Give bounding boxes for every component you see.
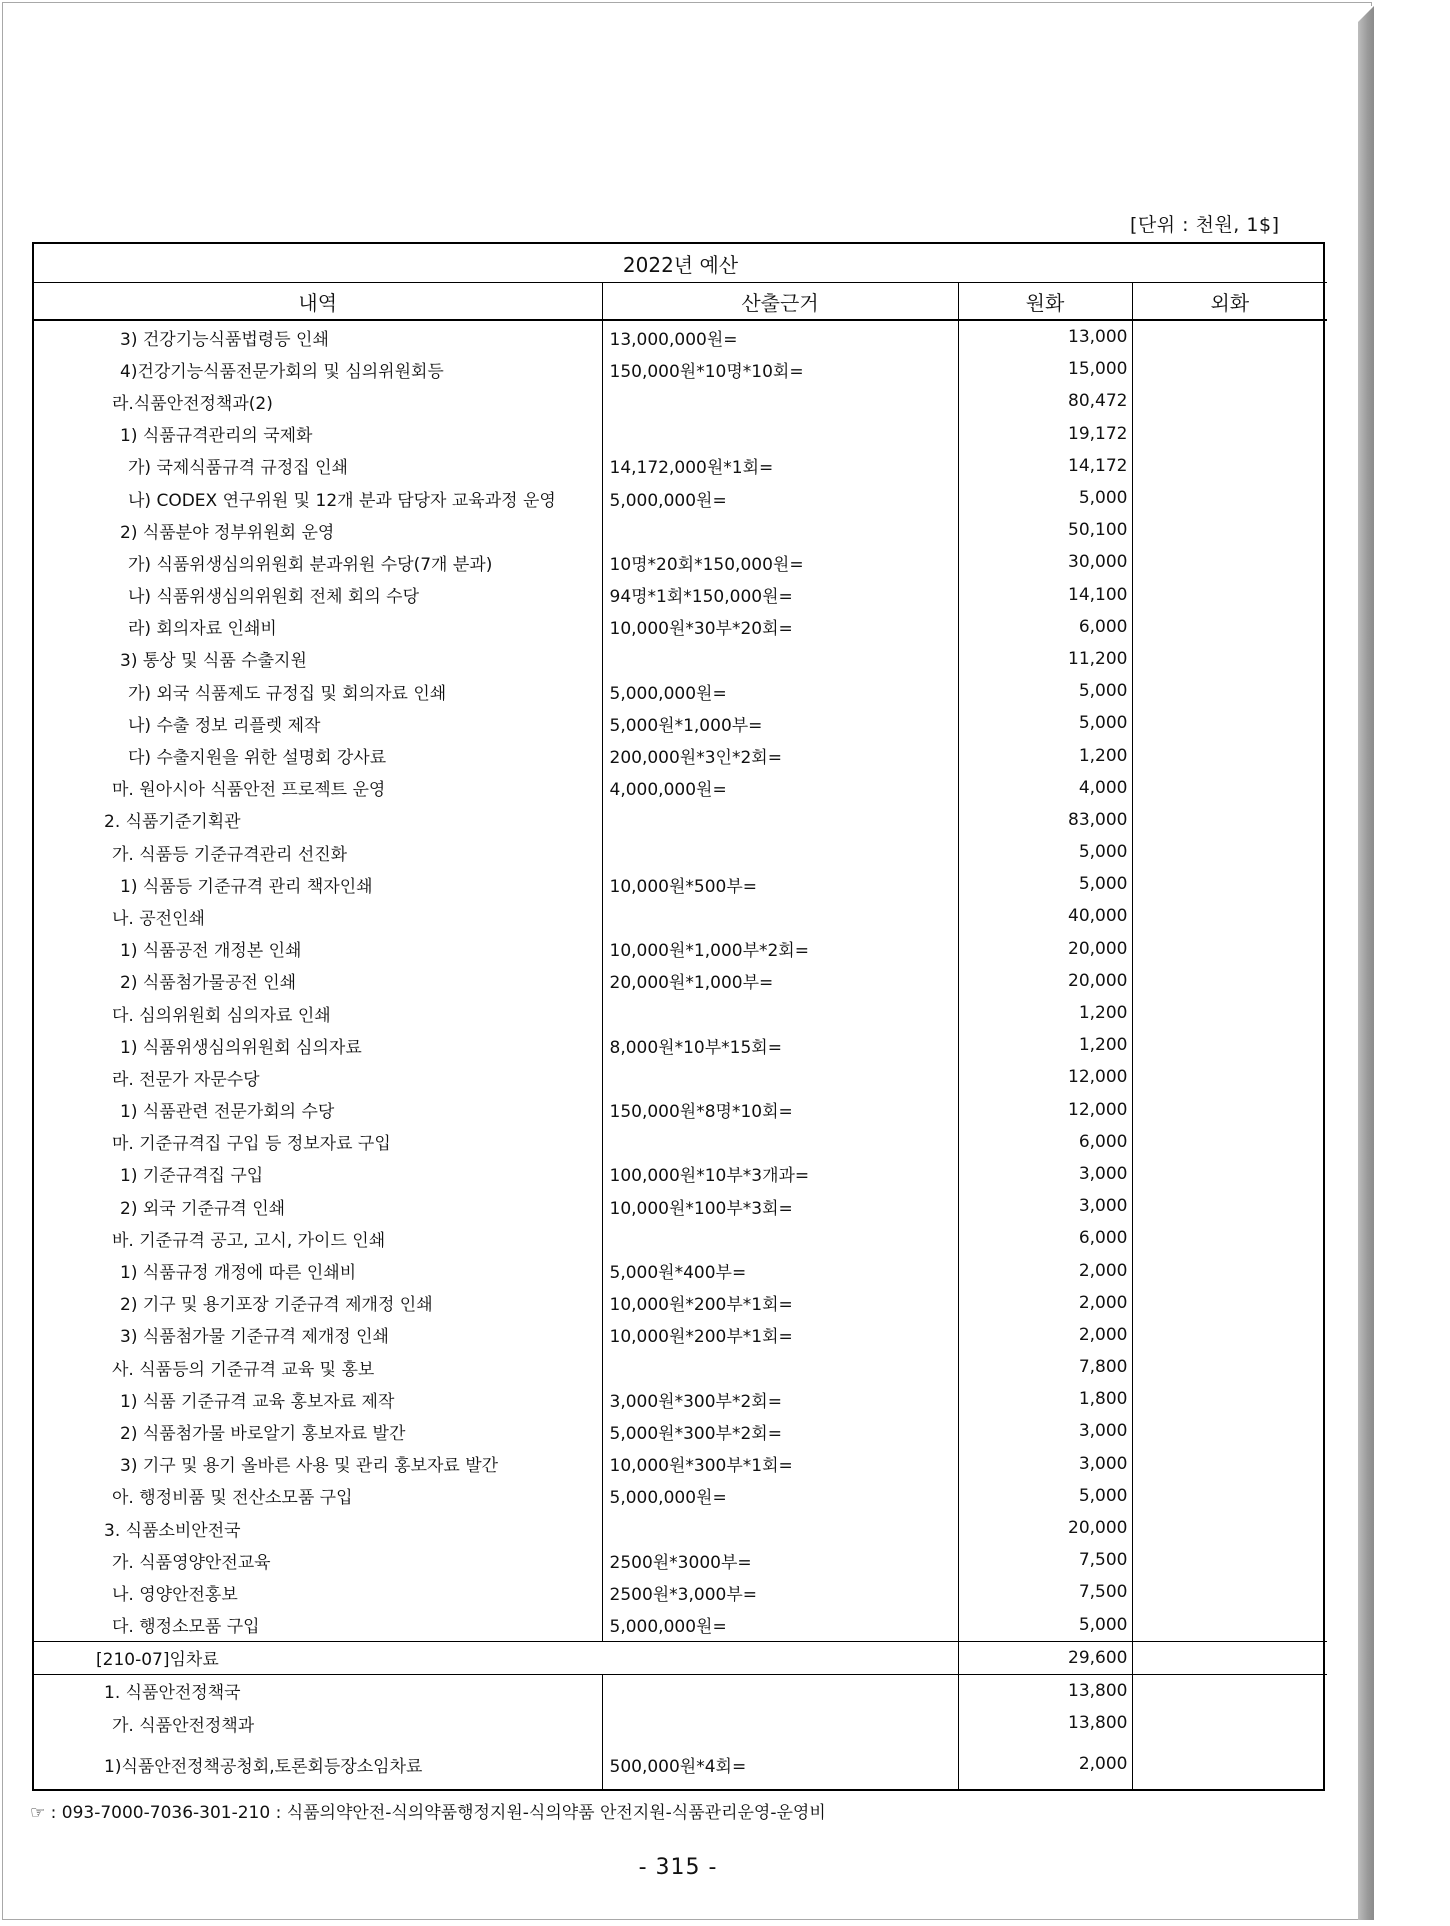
row-basis	[602, 836, 958, 868]
row-description	[34, 450, 602, 482]
row-description-text: 바. 기준규격 공고, 고시, 가이드 인쇄	[112, 1230, 386, 1251]
row-basis	[602, 804, 958, 836]
row-foreign-amount	[1132, 1415, 1327, 1447]
row-description	[34, 836, 602, 868]
row-description-text: 가) 국제식품규격 규정집 인쇄	[128, 458, 348, 479]
row-basis: 5,000원*400부=	[602, 1254, 958, 1286]
table-row	[34, 1576, 1327, 1608]
row-foreign-amount	[1132, 1512, 1327, 1544]
row-krw-amount: 3,000	[958, 1415, 1132, 1447]
row-description	[34, 933, 602, 965]
row-description	[34, 385, 602, 417]
row-basis: 3,000원*300부*2회=	[602, 1383, 958, 1415]
row-foreign-amount	[1132, 579, 1327, 611]
row-basis	[602, 1674, 958, 1707]
row-krw-amount: 11,200	[958, 643, 1132, 675]
row-description-text: 1) 식품공전 개정본 인쇄	[120, 941, 302, 962]
table-row	[34, 1190, 1327, 1222]
row-foreign-amount	[1132, 1190, 1327, 1222]
row-foreign-amount	[1132, 450, 1327, 482]
row-description-text: 마. 기준규격집 구입 등 정보자료 구입	[112, 1134, 391, 1155]
row-description-text: 라) 회의자료 인쇄비	[128, 619, 277, 640]
row-description-text: 2) 기구 및 용기포장 기준규격 제개정 인쇄	[120, 1295, 433, 1316]
table-row	[34, 739, 1327, 771]
row-description	[34, 611, 602, 643]
row-foreign-amount	[1132, 997, 1327, 1029]
row-krw-amount: 29,600	[958, 1641, 1132, 1674]
row-foreign-amount	[1132, 1383, 1327, 1415]
table-row	[34, 1222, 1327, 1254]
row-description-text: 가) 외국 식품제도 규정집 및 회의자료 인쇄	[128, 683, 447, 704]
row-basis: 8,000원*10부*15회=	[602, 1029, 958, 1061]
row-basis: 10명*20회*150,000원=	[602, 546, 958, 578]
table-title: 2022년 예산	[34, 244, 1327, 283]
row-description	[34, 1254, 602, 1286]
row-krw-amount: 13,800	[958, 1707, 1132, 1739]
table-row	[34, 675, 1327, 707]
row-foreign-amount	[1132, 933, 1327, 965]
row-foreign-amount	[1132, 353, 1327, 385]
row-description-text: 나. 공전인쇄	[112, 908, 205, 929]
row-krw-amount: 12,000	[958, 1061, 1132, 1093]
table-row	[34, 1061, 1327, 1093]
row-krw-amount: 2,000	[958, 1319, 1132, 1351]
row-description	[34, 1287, 602, 1319]
row-krw-amount: 6,000	[958, 611, 1132, 643]
row-description-text: 1) 식품규격관리의 국제화	[120, 426, 313, 447]
row-krw-amount: 1,200	[958, 997, 1132, 1029]
table-row	[34, 1094, 1327, 1126]
row-krw-amount: 15,000	[958, 353, 1132, 385]
row-foreign-amount	[1132, 1254, 1327, 1286]
table-row	[34, 1512, 1327, 1544]
row-krw-amount: 5,000	[958, 1480, 1132, 1512]
row-foreign-amount	[1132, 1222, 1327, 1254]
row-basis: 14,172,000원*1회=	[602, 450, 958, 482]
row-krw-amount: 7,500	[958, 1576, 1132, 1608]
row-basis	[602, 418, 958, 450]
table-row	[34, 579, 1327, 611]
row-krw-amount: 40,000	[958, 900, 1132, 932]
row-basis: 150,000원*8명*10회=	[602, 1094, 958, 1126]
budget-table	[32, 242, 1325, 1791]
row-description	[34, 1544, 602, 1576]
row-krw-amount: 5,000	[958, 482, 1132, 514]
row-foreign-amount	[1132, 1544, 1327, 1576]
table-row	[34, 1287, 1327, 1319]
row-krw-amount: 19,172	[958, 418, 1132, 450]
row-basis	[602, 900, 958, 932]
row-basis: 2500원*3,000부=	[602, 1576, 958, 1608]
row-basis	[602, 385, 958, 417]
row-krw-amount: 12,000	[958, 1094, 1132, 1126]
row-description-text: 가. 식품영양안전교육	[112, 1552, 271, 1573]
row-description-text: 1) 식품규정 개정에 따른 인쇄비	[120, 1263, 357, 1284]
row-foreign-amount	[1132, 739, 1327, 771]
row-basis: 10,000원*300부*1회=	[602, 1448, 958, 1480]
row-krw-amount: 4,000	[958, 772, 1132, 804]
row-foreign-amount	[1132, 675, 1327, 707]
table-row	[34, 1351, 1327, 1383]
row-description	[34, 1448, 602, 1480]
table-row	[34, 482, 1327, 514]
table-row	[34, 1158, 1327, 1190]
row-description-text: 1) 식품관련 전문가회의 수당	[120, 1102, 335, 1123]
row-krw-amount: 20,000	[958, 1512, 1132, 1544]
row-krw-amount: 13,000	[958, 320, 1132, 353]
row-description-text: 나) 식품위생심의위원회 전체 회의 수당	[128, 587, 419, 608]
row-krw-amount: 1,200	[958, 1029, 1132, 1061]
row-description-text: 1. 식품안전정책국	[104, 1683, 241, 1704]
row-basis: 20,000원*1,000부=	[602, 965, 958, 997]
row-krw-amount: 5,000	[958, 1609, 1132, 1642]
row-basis: 10,000원*100부*3회=	[602, 1190, 958, 1222]
row-foreign-amount	[1132, 1641, 1327, 1674]
table-row	[34, 1029, 1327, 1061]
table-row	[34, 643, 1327, 675]
row-foreign-amount	[1132, 1448, 1327, 1480]
row-foreign-amount	[1132, 385, 1327, 417]
row-description-text: 1) 식품위생심의위원회 심의자료	[120, 1037, 362, 1058]
row-foreign-amount	[1132, 1029, 1327, 1061]
row-krw-amount: 1,800	[958, 1383, 1132, 1415]
row-description	[34, 546, 602, 578]
row-description	[34, 1158, 602, 1190]
table-body	[34, 320, 1327, 1789]
row-description-text: 1) 기준규격집 구입	[120, 1166, 264, 1187]
table-row	[34, 1319, 1327, 1351]
table-row	[34, 707, 1327, 739]
row-foreign-amount	[1132, 1480, 1327, 1512]
row-krw-amount: 50,100	[958, 514, 1132, 546]
row-foreign-amount	[1132, 836, 1327, 868]
row-description	[34, 900, 602, 932]
row-description-text: 가) 식품위생심의위원회 분과위원 수당(7개 분과)	[128, 554, 493, 575]
row-basis: 94명*1회*150,000원=	[602, 579, 958, 611]
table-row	[34, 1641, 1327, 1674]
row-krw-amount: 6,000	[958, 1222, 1132, 1254]
row-basis	[602, 514, 958, 546]
row-description	[34, 643, 602, 675]
row-description-text: 2) 식품첨가물 바로알기 홍보자료 발간	[120, 1423, 406, 1444]
row-foreign-amount	[1132, 1674, 1327, 1707]
row-basis: 150,000원*10명*10회=	[602, 353, 958, 385]
header-description: 내역	[34, 283, 602, 321]
table-row	[34, 546, 1327, 578]
row-description	[34, 1739, 602, 1789]
row-basis: 10,000원*200부*1회=	[602, 1319, 958, 1351]
row-basis	[602, 643, 958, 675]
row-basis	[602, 997, 958, 1029]
row-foreign-amount	[1132, 1061, 1327, 1093]
row-krw-amount: 7,500	[958, 1544, 1132, 1576]
row-foreign-amount	[1132, 900, 1327, 932]
row-description-text: 마. 원아시아 식품안전 프로젝트 운영	[112, 780, 386, 801]
row-description-text: 3) 건강기능식품법령등 인쇄	[120, 329, 329, 350]
row-foreign-amount	[1132, 418, 1327, 450]
row-description-text: 2) 식품첨가물공전 인쇄	[120, 973, 297, 994]
table-row	[34, 1707, 1327, 1739]
row-basis	[602, 1351, 958, 1383]
row-foreign-amount	[1132, 514, 1327, 546]
row-description-text: [210-07]임차료	[96, 1650, 219, 1671]
row-description	[34, 1415, 602, 1447]
row-description-text: 다. 심의위원회 심의자료 인쇄	[112, 1005, 331, 1026]
row-foreign-amount	[1132, 772, 1327, 804]
row-krw-amount: 20,000	[958, 933, 1132, 965]
row-basis	[602, 1222, 958, 1254]
row-krw-amount: 5,000	[958, 868, 1132, 900]
row-krw-amount: 20,000	[958, 965, 1132, 997]
row-description-text: 3) 기구 및 용기 올바른 사용 및 관리 홍보자료 발간	[120, 1456, 499, 1477]
table-row	[34, 514, 1327, 546]
row-krw-amount: 5,000	[958, 836, 1132, 868]
table-row	[34, 772, 1327, 804]
row-basis: 10,000원*200부*1회=	[602, 1287, 958, 1319]
row-description-text: 다) 수출지원을 위한 설명회 강사료	[128, 748, 387, 769]
row-foreign-amount	[1132, 1739, 1327, 1789]
row-description-text: 2) 외국 기준규격 인쇄	[120, 1198, 286, 1219]
row-foreign-amount	[1132, 1351, 1327, 1383]
row-description-text: 2. 식품기준기획관	[104, 812, 241, 833]
table-row	[34, 804, 1327, 836]
row-description	[34, 1609, 602, 1642]
page-edge-shadow	[1358, 6, 1374, 1920]
row-description	[34, 482, 602, 514]
table-row	[34, 965, 1327, 997]
row-description	[34, 868, 602, 900]
row-description	[34, 1674, 602, 1707]
row-description-text: 라. 전문가 자문수당	[112, 1069, 260, 1090]
row-description	[34, 1190, 602, 1222]
row-basis: 500,000원*4회=	[602, 1739, 958, 1789]
row-description-text: 가. 식품등 기준규격관리 선진화	[112, 844, 348, 865]
row-krw-amount: 3,000	[958, 1158, 1132, 1190]
table-row	[34, 1480, 1327, 1512]
row-basis: 2500원*3000부=	[602, 1544, 958, 1576]
row-description-text: 다. 행정소모품 구입	[112, 1617, 260, 1638]
row-foreign-amount	[1132, 482, 1327, 514]
row-description	[34, 772, 602, 804]
row-basis: 100,000원*10부*3개과=	[602, 1158, 958, 1190]
row-description	[34, 739, 602, 771]
row-basis: 13,000,000원=	[602, 320, 958, 353]
row-description	[34, 965, 602, 997]
unit-label: [단위 : 천원, 1$]	[1130, 214, 1280, 236]
row-description	[34, 320, 602, 353]
row-description	[34, 804, 602, 836]
row-description-text: 3) 통상 및 식품 수출지원	[120, 651, 307, 672]
row-basis	[602, 1126, 958, 1158]
table-row	[34, 900, 1327, 932]
row-krw-amount: 5,000	[958, 675, 1132, 707]
table-row	[34, 353, 1327, 385]
row-krw-amount: 6,000	[958, 1126, 1132, 1158]
table-row	[34, 836, 1327, 868]
row-description	[34, 1383, 602, 1415]
row-krw-amount: 14,172	[958, 450, 1132, 482]
row-krw-amount: 2,000	[958, 1287, 1132, 1319]
row-foreign-amount	[1132, 1609, 1327, 1642]
row-basis: 4,000,000원=	[602, 772, 958, 804]
row-krw-amount: 30,000	[958, 546, 1132, 578]
budget-code-footnote: ☞ : 093-7000-7036-301-210 : 식품의약안전-식의약품행정지원-식의약품 안전지원-식품관리운영-운영비	[30, 1803, 826, 1823]
row-basis	[602, 1512, 958, 1544]
row-basis	[602, 1707, 958, 1739]
row-basis: 10,000원*30부*20회=	[602, 611, 958, 643]
row-description	[34, 514, 602, 546]
row-krw-amount: 1,200	[958, 739, 1132, 771]
header-krw: 원화	[958, 283, 1132, 321]
row-description	[34, 675, 602, 707]
table-row	[34, 933, 1327, 965]
row-description	[34, 1094, 602, 1126]
row-foreign-amount	[1132, 707, 1327, 739]
row-description-text: 3) 식품첨가물 기준규격 제개정 인쇄	[120, 1327, 389, 1348]
row-description	[34, 1512, 602, 1544]
row-description-text: 나) CODEX 연구위원 및 12개 분과 담당자 교육과정 운영	[128, 490, 556, 511]
table-row	[34, 1609, 1327, 1642]
row-foreign-amount	[1132, 1158, 1327, 1190]
row-basis: 10,000원*1,000부*2회=	[602, 933, 958, 965]
row-description	[34, 1576, 602, 1608]
row-description-text: 라.식품안전정책과(2)	[112, 393, 273, 414]
table-row	[34, 868, 1327, 900]
row-basis: 5,000원*1,000부=	[602, 707, 958, 739]
row-krw-amount: 83,000	[958, 804, 1132, 836]
row-foreign-amount	[1132, 320, 1327, 353]
row-description	[34, 1222, 602, 1254]
row-krw-amount: 3,000	[958, 1190, 1132, 1222]
table-row	[34, 320, 1327, 353]
row-basis: 5,000,000원=	[602, 1480, 958, 1512]
row-description-text: 사. 식품등의 기준규격 교육 및 홍보	[112, 1359, 375, 1380]
row-description-text: 나. 영양안전홍보	[112, 1584, 238, 1605]
row-description	[34, 707, 602, 739]
table-row	[34, 1415, 1327, 1447]
row-description-text: 나) 수출 정보 리플렛 제작	[128, 715, 321, 736]
row-basis	[602, 1061, 958, 1093]
header-foreign: 외화	[1132, 283, 1327, 321]
table-row	[34, 1254, 1327, 1286]
row-krw-amount: 13,800	[958, 1674, 1132, 1707]
row-description	[34, 1061, 602, 1093]
row-foreign-amount	[1132, 643, 1327, 675]
row-foreign-amount	[1132, 965, 1327, 997]
header-basis: 산출근거	[602, 283, 958, 321]
row-description	[34, 1126, 602, 1158]
row-krw-amount: 5,000	[958, 707, 1132, 739]
row-foreign-amount	[1132, 1576, 1327, 1608]
row-krw-amount: 7,800	[958, 1351, 1132, 1383]
table-row	[34, 1544, 1327, 1576]
row-foreign-amount	[1132, 1094, 1327, 1126]
row-krw-amount: 80,472	[958, 385, 1132, 417]
row-description-text: 4)건강기능식품전문가회의 및 심의위원회등	[120, 361, 444, 382]
row-description-text: 3. 식품소비안전국	[104, 1520, 241, 1541]
table-row	[34, 611, 1327, 643]
table-row	[34, 1739, 1327, 1789]
row-description-text: 1) 식품 기준규격 교육 홍보자료 제작	[120, 1391, 395, 1412]
row-foreign-amount	[1132, 1319, 1327, 1351]
table-row	[34, 1674, 1327, 1707]
table-row	[34, 450, 1327, 482]
row-krw-amount: 14,100	[958, 579, 1132, 611]
row-description-text: 1)식품안전정책공청회,토론회등장소임차료	[104, 1756, 423, 1777]
row-basis: 5,000,000원=	[602, 482, 958, 514]
row-description	[34, 353, 602, 385]
table-row	[34, 1126, 1327, 1158]
row-description-text: 1) 식품등 기준규격 관리 책자인쇄	[120, 876, 373, 897]
row-description	[34, 1351, 602, 1383]
row-foreign-amount	[1132, 546, 1327, 578]
page-number: - 315 -	[638, 1855, 718, 1880]
row-description-text: 가. 식품안전정책과	[112, 1715, 255, 1736]
row-basis: 5,000,000원=	[602, 1609, 958, 1642]
row-krw-amount: 2,000	[958, 1254, 1132, 1286]
table-row	[34, 385, 1327, 417]
row-foreign-amount	[1132, 611, 1327, 643]
row-foreign-amount	[1132, 868, 1327, 900]
row-foreign-amount	[1132, 1126, 1327, 1158]
table-row	[34, 1448, 1327, 1480]
row-krw-amount: 3,000	[958, 1448, 1132, 1480]
table-row	[34, 997, 1327, 1029]
row-description	[34, 997, 602, 1029]
row-description-text: 아. 행정비품 및 전산소모품 구입	[112, 1488, 353, 1509]
row-description	[34, 1707, 602, 1739]
row-description	[34, 1029, 602, 1061]
row-basis: 200,000원*3인*2회=	[602, 739, 958, 771]
row-description-text: 2) 식품분야 정부위원회 운영	[120, 522, 335, 543]
row-description	[34, 1319, 602, 1351]
row-description	[34, 579, 602, 611]
row-foreign-amount	[1132, 804, 1327, 836]
row-krw-amount: 2,000	[958, 1739, 1132, 1789]
table-row	[34, 1383, 1327, 1415]
table-row	[34, 418, 1327, 450]
row-basis: 5,000원*300부*2회=	[602, 1415, 958, 1447]
row-foreign-amount	[1132, 1287, 1327, 1319]
row-basis: 5,000,000원=	[602, 675, 958, 707]
row-basis: 10,000원*500부=	[602, 868, 958, 900]
row-description	[34, 418, 602, 450]
row-description	[34, 1480, 602, 1512]
row-description	[34, 1641, 958, 1674]
row-foreign-amount	[1132, 1707, 1327, 1739]
